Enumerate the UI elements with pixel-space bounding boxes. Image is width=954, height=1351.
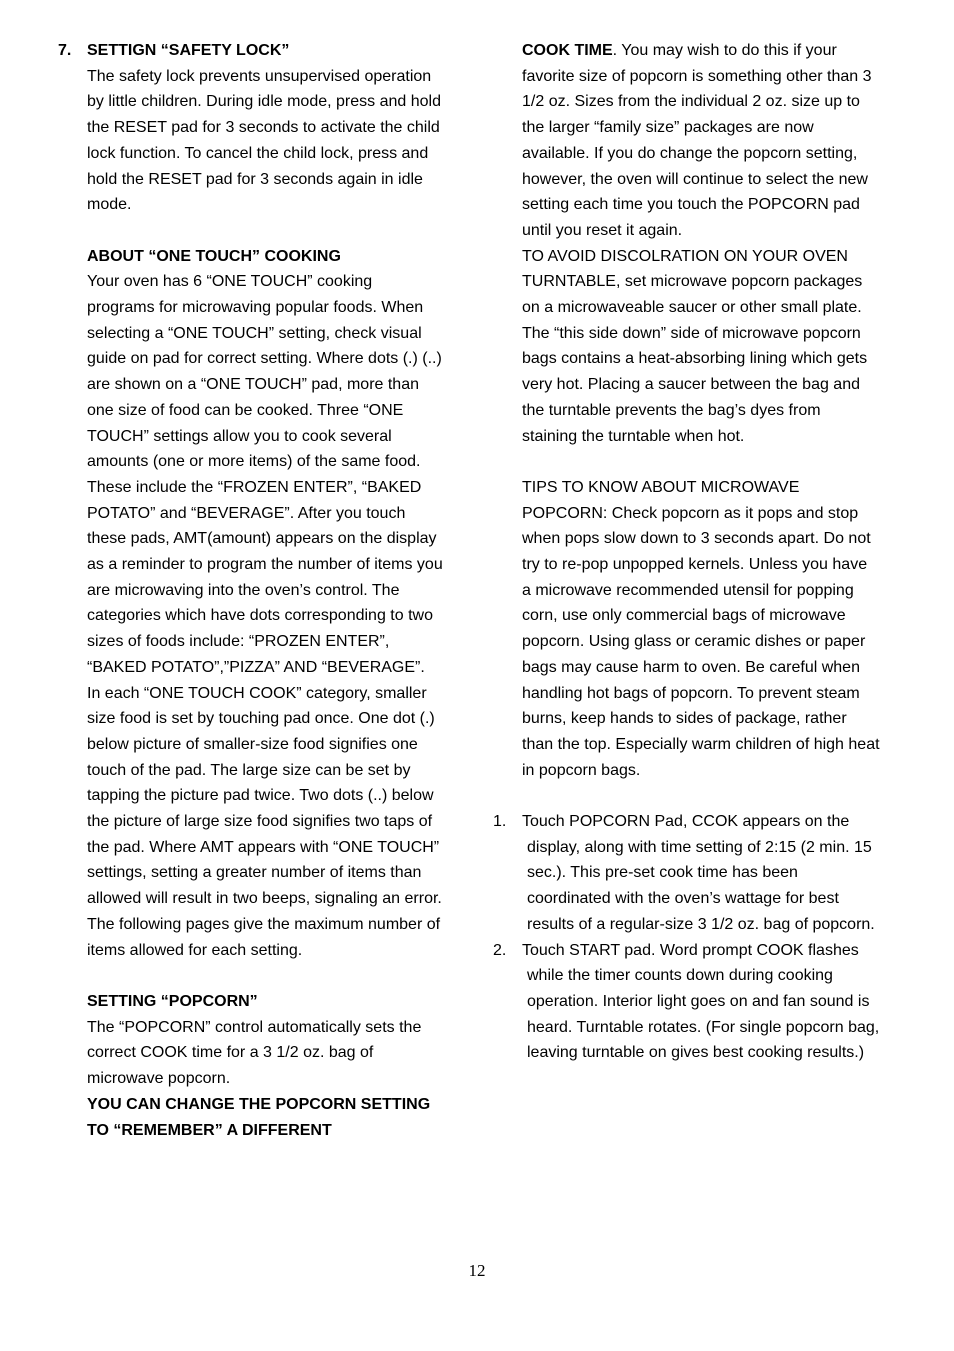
text-line: TO AVOID DISCOLRATION ON YOUR OVEN [522, 247, 848, 265]
text-line: corn, use only commercial bags of microwave [522, 607, 846, 625]
text-line: available. If you do change the popcorn setting, [522, 144, 858, 162]
text-line: than the top. Especially warm children of high heat [522, 735, 880, 753]
section-heading: SETTIGN “SAFETY LOCK” [87, 42, 290, 59]
text-line: The “this side down” side of microwave popcorn [522, 324, 861, 342]
text-line: below picture of smaller-size food signifies one [87, 735, 418, 753]
cook-time-lead: COOK TIME [522, 42, 613, 59]
paragraph-gap [522, 783, 913, 809]
list-item [493, 809, 913, 938]
text-line: In each “ONE TOUCH COOK” category, smaller [87, 684, 427, 702]
text-line: until you reset it again. [522, 221, 683, 239]
text-line: one size of food can be cooked. Three “ONE [87, 401, 404, 419]
text-line: are microwaving into the oven’s control. The [87, 581, 400, 599]
text-line: setting each time you touch the POPCORN pad [522, 196, 860, 214]
left-column [58, 38, 468, 1143]
popcorn-heading: SETTING “POPCORN” [87, 992, 258, 1010]
text-line [522, 38, 913, 64]
step-line: sec.). This pre-set cook time has been [527, 864, 798, 882]
step-line: heard. Turntable rotates. (For single popcorn bag, [527, 1018, 880, 1036]
text-line: the larger “family size” packages are now [522, 119, 814, 137]
step-number: 2. [493, 941, 507, 959]
text-line: on a microwaveable saucer or other small plate. [522, 299, 862, 317]
step-line: results of a regular-size 3 1/2 oz. bag of popcorn. [527, 915, 875, 933]
step-line: operation. Interior light goes on and fan sound is [527, 992, 870, 1010]
text-line: are shown on a “ONE TOUCH” pad, more than [87, 376, 419, 394]
text-line: in popcorn bags. [522, 761, 641, 779]
text-line: tapping the picture pad twice. Two dots (..) below [87, 787, 434, 805]
text-line: correct COOK time for a 3 1/2 oz. bag of [87, 1044, 374, 1062]
text-line: “BAKED POTATO”,”PIZZA” AND “BEVERAGE”. [87, 658, 425, 676]
step-first-line [493, 938, 913, 964]
paragraph-gap [522, 449, 913, 475]
paragraph-gap [87, 963, 468, 989]
text-line: microwave popcorn. [87, 1070, 231, 1088]
text-line: categories which have dots corresponding to two [87, 607, 433, 625]
step-line: leaving turntable on gives best cooking results.) [527, 1044, 865, 1062]
text-line: a microwave recommended utensil for popping [522, 581, 854, 599]
text-line: popcorn. Using glass or ceramic dishes or paper [522, 633, 866, 651]
text-line: the turntable prevents the bag’s dyes from [522, 401, 821, 419]
text-line: hold the RESET pad for 3 seconds again in idle [87, 170, 423, 188]
section-number: 7. [58, 42, 72, 59]
text-line: mode. [87, 196, 132, 214]
page-number: 12 [468, 1261, 486, 1280]
paragraph-gap [87, 218, 468, 244]
text-line: The “POPCORN” control automatically sets the [87, 1018, 422, 1036]
text-line-rest: . You may wish to do this if your [612, 42, 837, 59]
text-line: these pads, AMT(amount) appears on the display [87, 530, 437, 548]
bold-text-line: YOU CAN CHANGE THE POPCORN SETTING [87, 1095, 431, 1113]
text-line: TURNTABLE, set microwave popcorn packages [522, 273, 863, 291]
step-line: while the timer counts down during cooking [527, 967, 833, 985]
text-line: bags may cause harm to oven. Be careful when [522, 658, 860, 676]
text-line: POPCORN: Check popcorn as it pops and stop [522, 504, 859, 522]
text-line: touch of the pad. The large size can be set by [87, 761, 411, 779]
text-line: allowed will result in two beeps, signaling an error. [87, 890, 442, 908]
text-line: The safety lock prevents unsupervised operation [87, 67, 432, 85]
text-line: the pad. Where AMT appears with “ONE TOUCH” [87, 838, 440, 856]
step-first-line [493, 809, 913, 835]
cook-time-paragraph [493, 38, 913, 809]
text-line: The following pages give the maximum number of [87, 915, 441, 933]
text-line: favorite size of popcorn is something other than 3 [522, 67, 872, 85]
step-text: Touch START pad. Word prompt COOK flashes [522, 941, 859, 959]
text-line: handling hot bags of popcorn. To prevent steam [522, 684, 860, 702]
text-line: by little children. During idle mode, press and hold [87, 93, 441, 111]
safety-lock-body [58, 64, 468, 1144]
text-line: selecting a “ONE TOUCH” setting, check visual [87, 324, 422, 342]
section-7-heading [58, 38, 468, 64]
text-line: size food is set by touching pad once. One dot (.) [87, 710, 435, 728]
text-line: amounts (one or more items) of the same food. [87, 453, 421, 471]
text-line: POTATO” and “BEVERAGE”. After you touch [87, 504, 406, 522]
step-text: Touch POPCORN Pad, CCOK appears on the [522, 813, 850, 831]
text-line: very hot. Placing a saucer between the bag and [522, 376, 860, 394]
text-line: as a reminder to program the number of items you [87, 556, 443, 574]
bold-text-line: TO “REMEMBER” A DIFFERENT [87, 1121, 332, 1139]
step-number: 1. [493, 813, 507, 831]
text-line: guide on pad for correct setting. Where dots (.) (..) [87, 350, 442, 368]
text-line: programs for microwaving popular foods. When [87, 299, 424, 317]
step-line: display, along with time setting of 2:15 (2 min. 15 [527, 838, 872, 856]
text-line: TOUCH” settings allow you to cook several [87, 427, 392, 445]
one-touch-heading: ABOUT “ONE TOUCH” COOKING [87, 247, 341, 265]
text-line: These include the “FROZEN ENTER”, “BAKED [87, 478, 422, 496]
text-line: lock function. To cancel the child lock, press and [87, 144, 429, 162]
step-line: coordinated with the oven’s wattage for best [527, 890, 839, 908]
text-line: sizes of foods include: “PROZEN ENTER”, [87, 633, 390, 651]
text-line: 1/2 oz. Sizes from the individual 2 oz. size up to [522, 93, 860, 111]
text-line: settings, setting a greater number of items than [87, 864, 422, 882]
text-line: when pops slow down to 3 seconds apart. Do not [522, 530, 871, 548]
text-line: try to re-pop unpopped kernels. Unless you have [522, 556, 868, 574]
text-line: however, the oven will continue to select the new [522, 170, 868, 188]
text-line: burns, keep hands to sides of package, rather [522, 710, 847, 728]
text-line: TIPS TO KNOW ABOUT MICROWAVE [522, 478, 800, 496]
text-line: the RESET pad for 3 seconds to activate the child [87, 119, 440, 137]
right-column [493, 38, 913, 1066]
text-line: the picture of large size food signifies two taps of [87, 813, 433, 831]
text-line: items allowed for each setting. [87, 941, 303, 959]
text-line: staining the turntable when hot. [522, 427, 745, 445]
text-line: bags contains a heat-absorbing lining which gets [522, 350, 868, 368]
list-item [493, 938, 913, 1067]
text-line: Your oven has 6 “ONE TOUCH” cooking [87, 273, 373, 291]
steps-list [493, 809, 913, 1066]
